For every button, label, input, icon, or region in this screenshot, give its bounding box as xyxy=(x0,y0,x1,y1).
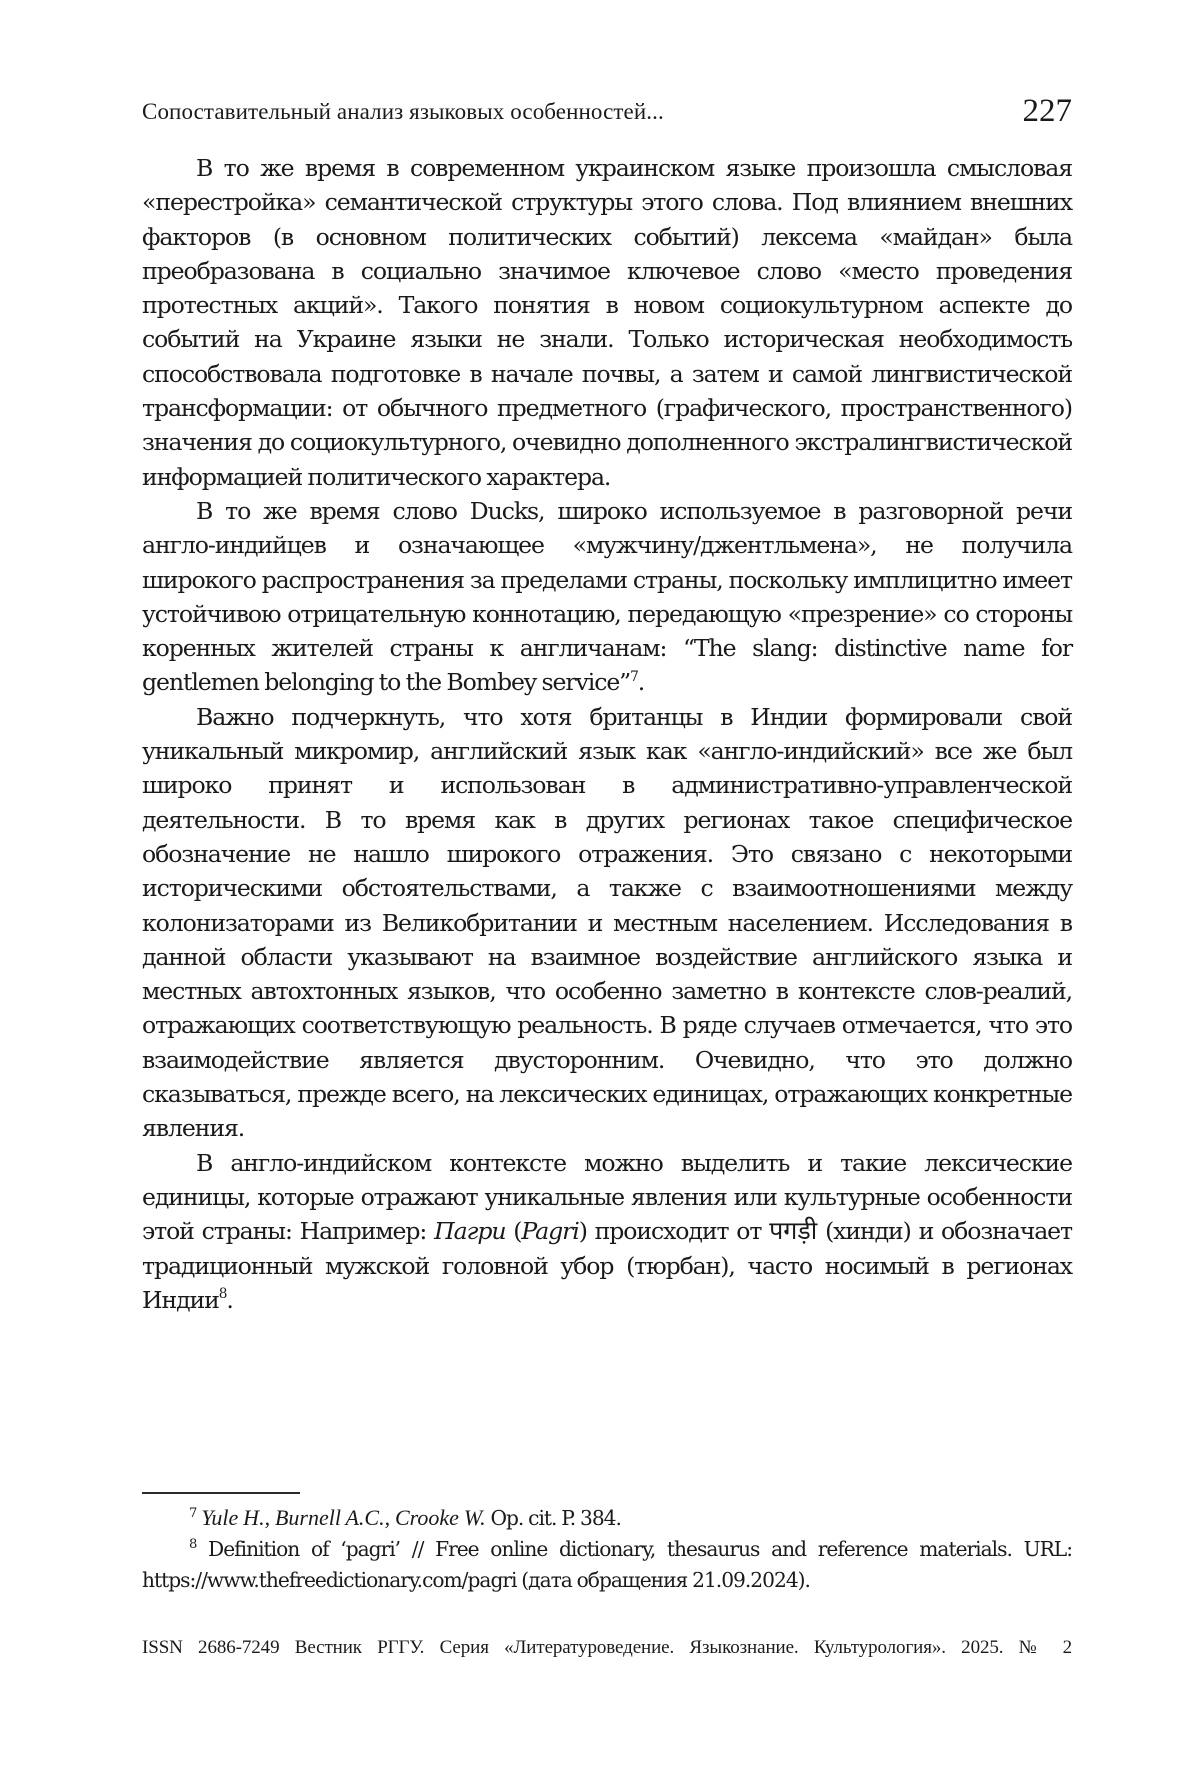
paragraph-4-tail: (хинди) и обозначает традиционный мужской головной убор (тюрбан), часто носимый в регионах Индии xyxy=(142,1217,1072,1314)
paragraph-2-text: В то же время слово Ducks, широко используемое в разговорной речи англо-индийцев и означающее «мужчину/джентльмена», не получила широкого распространения за пределами страны, поскольку имплицитно имеет устойчивою отрицательную коннотацию, передающую «презрение» со стороны коренных жителей страны к англичанам: “The slang: distinctive name for gentlemen belonging to the Bombey service” xyxy=(142,497,1072,696)
footnote-ref-8[interactable]: 8 xyxy=(219,1286,227,1302)
running-title: Сопоставительный анализ языковых особенностей... xyxy=(142,99,664,125)
footnote-separator xyxy=(142,1492,300,1494)
paragraph-2-end: . xyxy=(638,668,644,696)
term-pagri-en: Pagri xyxy=(521,1217,578,1245)
body-text xyxy=(142,151,1072,1317)
page xyxy=(142,0,1072,1780)
footnote-7 xyxy=(142,1502,1072,1534)
paragraph-4-lead: В англо-индийском контексте можно выделить и такие лексические единицы, которые отражают уникальные явления или культурные особенности этой страны: Например: xyxy=(142,1149,1072,1246)
footnote-7-mark: 7 xyxy=(189,1506,196,1521)
paragraph-2 xyxy=(142,494,1072,700)
paragraph-4-end: . xyxy=(226,1286,232,1314)
hindi-word: पगड़ी xyxy=(769,1216,817,1245)
page-number: 227 xyxy=(1023,93,1073,130)
journal-footer: ISSN 2686-7249 Вестник РГГУ. Серия «Литературоведение. Языкознание. Культурология». 2025. № 2 xyxy=(142,1637,1072,1659)
footnote-8 xyxy=(142,1534,1072,1596)
paragraph-3: Важно подчеркнуть, что хотя британцы в Индии формировали свой уникальный микромир, английский язык как «англо-индийский» все же был широко принят и использован в административно-управленческой деятельности. В то время как в других регионах такое специфическое обозначение не нашло широкого отражения. Это связано с некоторыми историческими обстоятельствами, а также с взаимоотношениями между колонизаторами из Великобритании и местным населением. Исследования в данной области указывают на взаимное воздействие английского языка и местных автохтонных языков, что особенно заметно в контексте слов-реалий, отражающих соответствующую реальность. В ряде случаев отмечается, что это взаимодействие является двусторонним. Очевидно, что это должно сказываться, прежде всего, на лексических единицах, отражающих конкретные явления. xyxy=(142,700,1072,1146)
paragraph-4-mid: ) происходит от xyxy=(579,1217,769,1245)
footnote-ref-7[interactable]: 7 xyxy=(630,669,638,685)
paragraph-4-paren-open: ( xyxy=(505,1217,521,1245)
paragraph-1: В то же время в современном украинском языке произошла смысловая «перестройка» семантической структуры этого слова. Под влиянием внешних факторов (в основном политических событий) лексема «майдан» была преобразована в социально значимое ключевое слово «место проведения протестных акций». Такого понятия в новом социокультурном аспекте до событий на Украине языки не знали. Только историческая необходимость способствовала подготовке в начале почвы, а затем и самой лингвистической трансформации: от обычного предметного (графического, пространственного) значения до социокультурного, очевидно дополненного экстралингвистической информацией политического характера. xyxy=(142,151,1072,494)
footnote-8-mark: 8 xyxy=(189,1537,196,1552)
footnote-7-text: Op. cit. P. 384. xyxy=(486,1506,621,1530)
term-pagri-ru: Пагри xyxy=(434,1217,505,1245)
footnote-8-text: Definition of ‘pagri’ // Free online dictionary, thesaurus and reference materials. URL: https://www.thefreedictionary.com/pagri (дата обращения 21.09.2024). xyxy=(142,1537,1072,1592)
footnote-7-authors: Yule H., Burnell A.C., Crooke W. xyxy=(201,1505,485,1530)
paragraph-4 xyxy=(142,1146,1072,1317)
running-head xyxy=(142,90,1072,130)
footnotes xyxy=(142,1502,1072,1596)
